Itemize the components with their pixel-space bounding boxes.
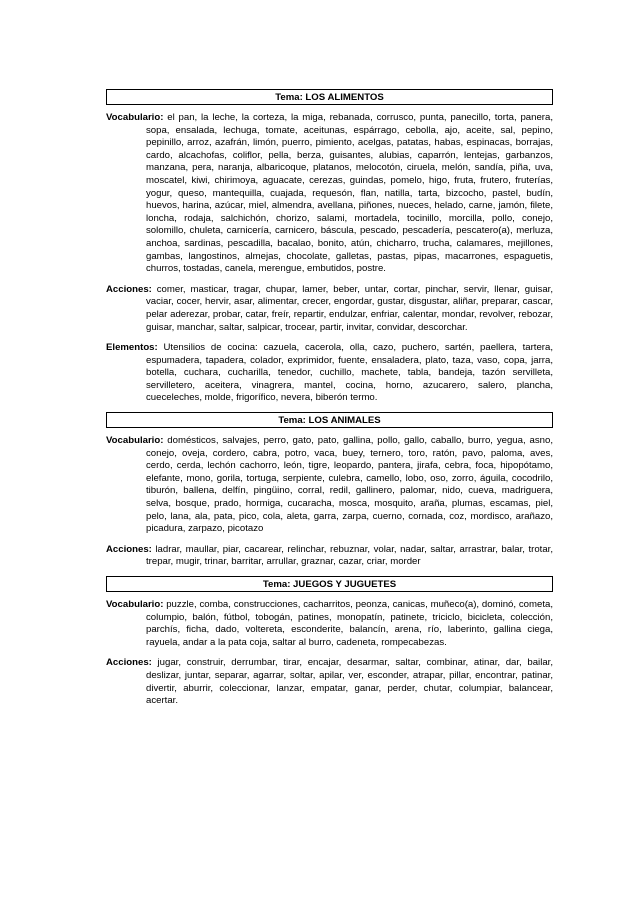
entry-text: jugar, construir, derrumbar, tirar, encajar, desarmar, saltar, combinar, atinar, dar, bailar, deslizar, juntar, separar, agarrar, soltar, apilar, ver, esconder, atrapar, pillar, encontrar, patinar, divertir, aburrir, coleccionar, lanzar, empatar, ganar, perder, chutar, columpiar, balancear, acertar. xyxy=(146,657,553,707)
vocabulario-alimentos xyxy=(106,112,553,276)
topic-title-juegos: Tema: JUEGOS Y JUGUETES xyxy=(106,576,553,592)
vocabulario-animales xyxy=(106,435,553,536)
entry-label: Elementos: xyxy=(106,342,158,354)
entry-label: Acciones: xyxy=(106,657,152,669)
acciones-alimentos xyxy=(106,284,553,334)
entry-label: Vocabulario: xyxy=(106,435,164,447)
entry-label: Vocabulario: xyxy=(106,112,164,123)
entry-text: domésticos, salvajes, perro, gato, pato, gallina, pollo, gallo, caballo, burro, yegua, asno, conejo, oveja, cordero, cabra, potro, vaca, buey, ternero, toro, ratón, pavo, paloma, aves, cerdo, cerda, lechón cachorro, león, tigre, leopardo, pantera, jirafa, cebra, foca, hipopótamo, elefante, mono, gorila, tortuga, serpiente, culebra, camello, lobo, oso, zorro, águila, cocodrilo, tiburón, ballena, delfín, pingüino, corral, redil, gallinero, palomar, nido, cueva, madriguera, selva, bosque, prado, hormiga, cucaracha, mosca, mosquito, araña, plumas, escamas, piel, pelo, lana, ala, pata, pico, cola, aleta, garra, zarpa, cuerno, cornada, coz, mordisco, arañazo, picadura, zarpazo, picotazo xyxy=(146,435,553,535)
entry-text: el pan, la leche, la corteza, la miga, rebanada, corrusco, punta, panecillo, torta, panera, sopa, ensalada, lechuga, tomate, aceitunas, espárrago, cebolla, ajo, aceite, sal, pepino, pepinillo, arroz, azafrán, limón, puerro, pimiento, acelgas, patatas, habas, espinacas, borrajas, cardo, alcachofas, coliflor, pella, berza, guisantes, alubias, caparrón, lentejas, garbanzos, manzana, pera, naranja, albaricoque, platanos, melocotón, ciruela, melón, sandía, piña, uva, moscatel, kiwi, chirimoya, aguacate, cerezas, guindas, pomelo, higo, fruta, frutero, fruterías, yogur, queso, mantequilla, cuajada, requesón, flan, natilla, tarta, bizcocho, pastel, budín, huevos, harina, azúcar, miel, almendra, avellana, piñones, nueces, helado, carne, jamón, filete, loncha, rodaja, salchichón, chorizo, salami, mortadela, tocinillo, morcilla, pollo, conejo, solomillo, chuleta, carnicería, carnicero, báscula, pescado, pescadería, pescatero(a), merluza, anchoa, sardinas, pescadilla, bacalao, bonito, atún, chicharro, trucha, calamares, mejillones, gambas, langostinos, almejas, chocolate, galletas, pastas, pipas, macarrones, espaguetis, churros, tostadas, canela, merengue, embutidos, postre. xyxy=(146,112,553,275)
acciones-animales xyxy=(106,544,553,569)
document-page xyxy=(106,89,553,708)
elementos-alimentos xyxy=(106,342,553,405)
entry-label: Acciones: xyxy=(106,283,152,295)
topic-title-alimentos: Tema: LOS ALIMENTOS xyxy=(106,89,553,105)
acciones-juegos xyxy=(106,657,553,707)
entry-label: Acciones: xyxy=(106,543,152,555)
entry-label: Vocabulario: xyxy=(106,599,164,610)
entry-text: comer, masticar, tragar, chupar, lamer, beber, untar, cortar, pinchar, servir, llenar, guisar, vaciar, cocer, hervir, asar, alimentar, crecer, engordar, gustar, disgustar, aliñar, preparar, cascar, pelar aderezar, probar, catar, freír, repartir, endulzar, enfriar, calentar, mondar, revolver, rebozar, guisar, manchar, saltar, salpicar, trocear, partir, invitar, convidar, descorchar. xyxy=(146,283,553,333)
entry-text: ladrar, maullar, piar, cacarear, relinchar, rebuznar, volar, nadar, saltar, arrastrar, balar, trotar, trepar, mugir, trinar, barritar, arrullar, graznar, cazar, criar, morder xyxy=(146,543,553,568)
vocabulario-juegos xyxy=(106,599,553,649)
entry-text: Utensilios de cocina: cazuela, cacerola, olla, cazo, puchero, sartén, paellera, tartera, espumadera, tapadera, colador, exprimidor, fuente, ensaladera, plato, taza, vaso, copa, jarra, botella, cuchara, cucharilla, tenedor, cuchillo, machete, tabla, bandeja, tazón servilleta, servilletero, aceitera, vinagrera, mantel, cocina, horno, azucarero, salero, plancha, cueceleches, molde, frigorífico, nevera, biberón termo. xyxy=(146,342,553,404)
entry-text: puzzle, comba, construcciones, cacharritos, peonza, canicas, muñeco(a), dominó, cometa, columpio, balón, fútbol, tobogán, patines, monopatín, patinete, triciclo, bicicleta, colección, parchís, ficha, dado, voltereta, esconderite, balancín, arena, río, laberinto, gallina ciega, rayuela, andar a la pata coja, saltar al burro, cadeneta, rompecabezas. xyxy=(146,599,553,648)
topic-title-animales: Tema: LOS ANIMALES xyxy=(106,412,553,428)
